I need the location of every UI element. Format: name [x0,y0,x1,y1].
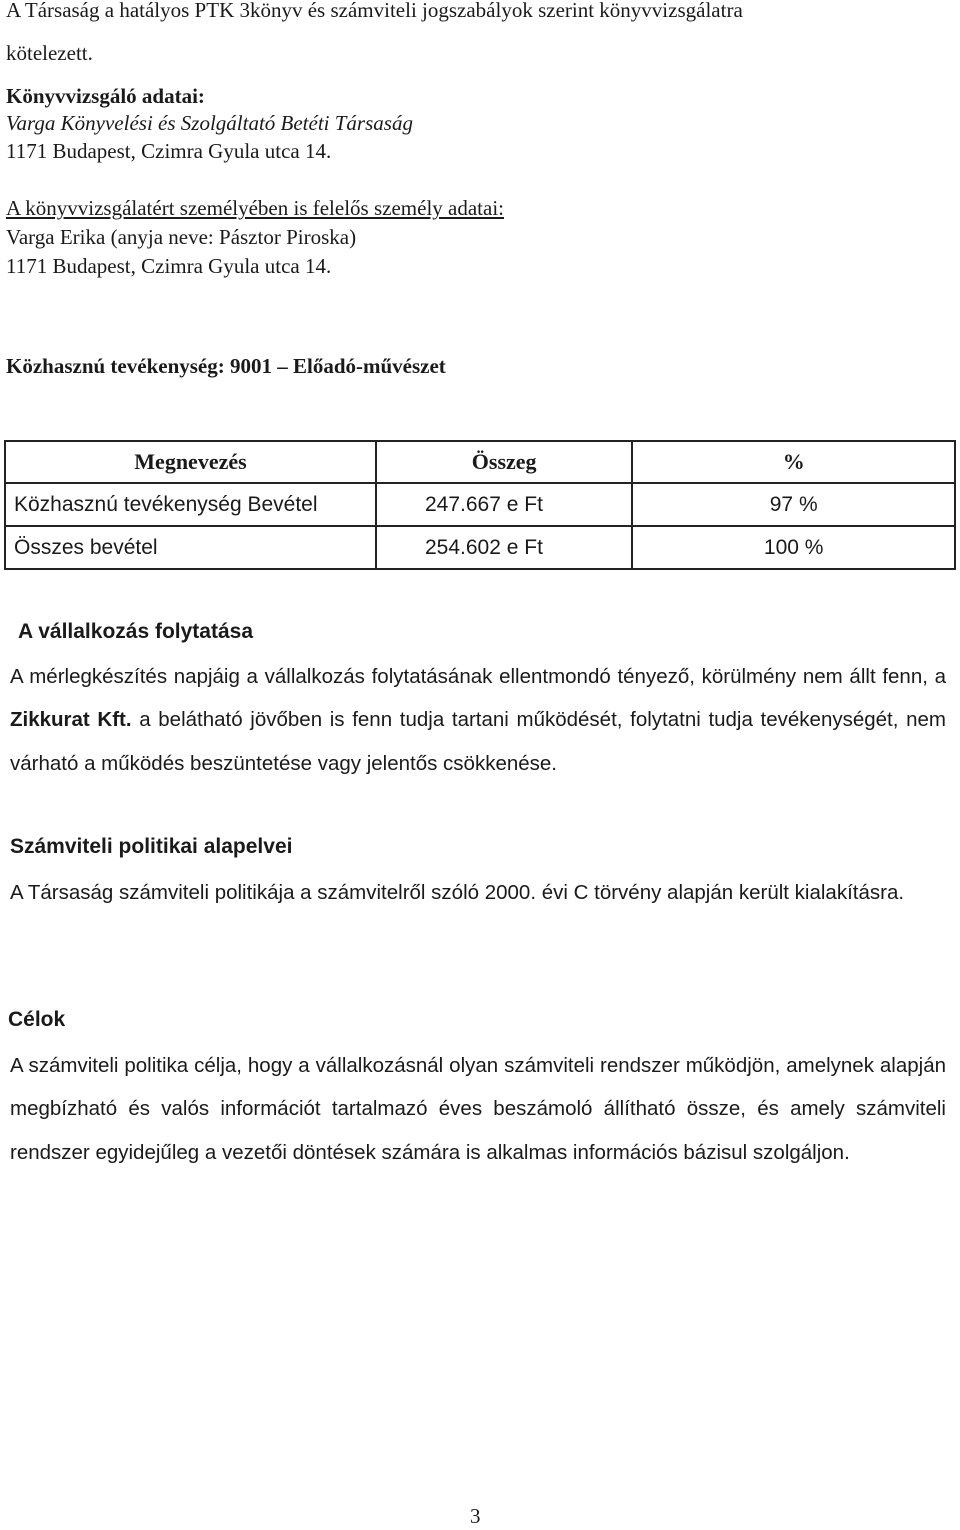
revenue-table [4,440,956,570]
header-name: Megnevezés [5,441,376,483]
table-row [5,526,955,569]
table-row [5,483,955,526]
row-label: Összes bevétel [5,526,376,569]
goals-heading: Célok [8,1008,66,1031]
row-amount: 247.667 e Ft [376,483,632,526]
row-label: Közhasznú tevékenység Bevétel [5,483,376,526]
auditor-name: Varga Könyvelési és Szolgáltató Betéti Társaság [6,111,413,135]
continuation-text-before: A mérlegkészítés napjáig a vállalkozás folytatásának ellentmondó tényező, körülmény nem állt fenn, a [10,665,946,688]
row-amount: 254.602 e Ft [376,526,632,569]
policy-heading: Számviteli politikai alapelvei [10,835,293,858]
continuation-text-after: a belátható jövőben is fenn tudja tartani működését, folytatni tudja tevékenységét, nem várható a működés beszüntetése vagy jelentős csökkenése. [10,708,946,775]
header-amount: Összeg [376,441,632,483]
policy-paragraph: A Társaság számviteli politikája a számvitelről szóló 2000. évi C törvény alapján került kialakításra. [10,881,905,904]
intro-line-2: kötelezett. [6,41,93,65]
continuation-paragraph [10,655,946,785]
responsible-person-address: 1171 Budapest, Czimra Gyula utca 14. [6,254,332,278]
continuation-heading: A vállalkozás folytatása [18,620,253,643]
page-number: 3 [470,1504,481,1528]
auditor-address: 1171 Budapest, Czimra Gyula utca 14. [6,139,332,163]
responsible-person-heading: A könyvvizsgálatért személyében is felelős személy adatai: [6,196,504,220]
auditor-heading: Könyvvizsgáló adatai: [6,84,205,108]
table-header-row [5,441,955,483]
header-percent: % [632,441,955,483]
public-benefit-activity: Közhasznú tevékenység: 9001 – Előadó-művészet [6,354,446,378]
row-percent: 97 % [632,483,955,526]
intro-line-1: A Társaság a hatályos PTK 3könyv és számviteli jogszabályok szerint könyvvizsgálatra [6,0,743,22]
responsible-person-name: Varga Erika (anyja neve: Pásztor Piroska) [6,225,357,249]
company-name: Zikkurat Kft. [10,708,132,732]
row-percent: 100 % [632,526,955,569]
goals-paragraph: A számviteli politika célja, hogy a vállalkozásnál olyan számviteli rendszer működjön, amelynek alapján megbízható és valós információt tartalmazó éves beszámoló állítható össze, és amely számviteli rendszer egyidejűleg a vezetői döntések számára is alkalmas információs bázisul szolgáljon. [10,1054,946,1164]
